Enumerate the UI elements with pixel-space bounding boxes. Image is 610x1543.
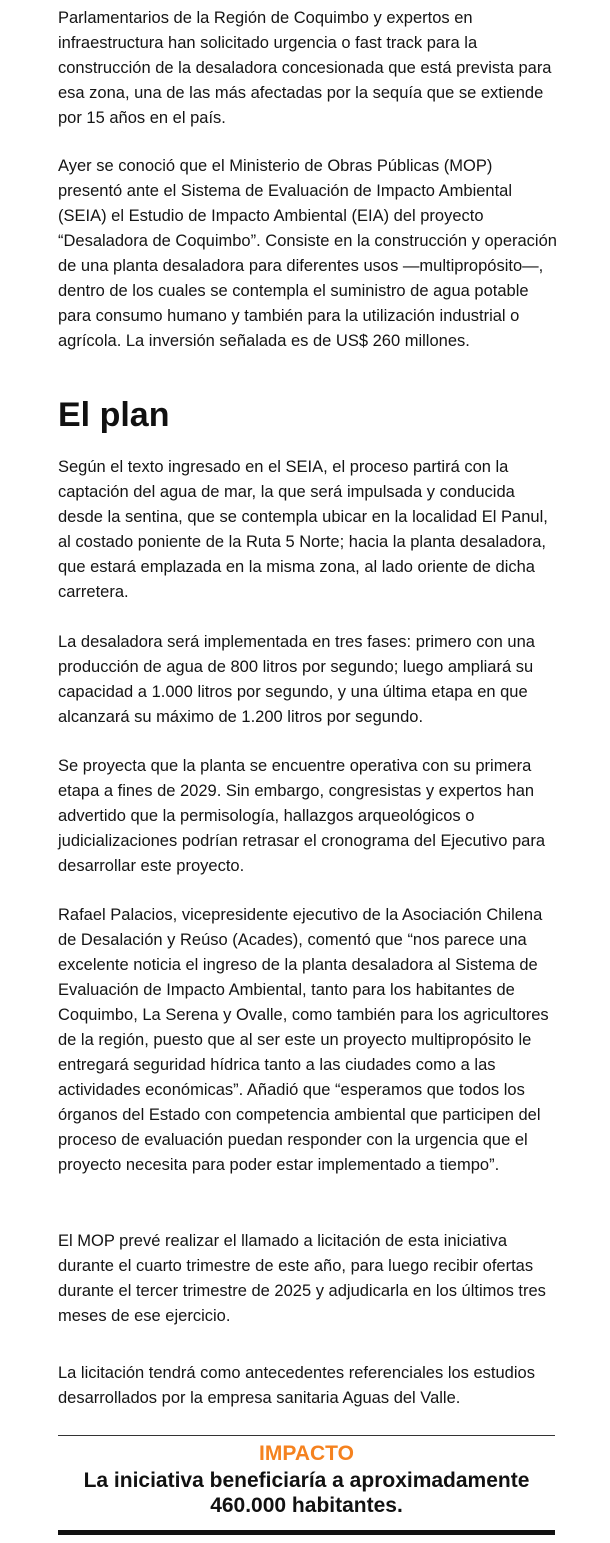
- article-paragraph: Según el texto ingresado en el SEIA, el proceso partirá con la captación del agua de mar, la que será impulsada y conducida desde la sentina, que se contempla ubicar en la localidad El Panul, al costado poniente de la Ruta 5 Norte; hacia la planta desaladora, que estará emplazada en la misma zona, al lado oriente de dicha carretera.: [58, 458, 548, 601]
- article-paragraph: Ayer se conoció que el Ministerio de Obras Públicas (MOP) presentó ante el Sistema de Evaluación de Impacto Ambiental (SEIA) el Estudio de Impacto Ambiental (EIA) del proyecto “Desaladora de Coquimbo”. Consiste en la construcción y operación de una planta desaladora para diferentes usos —multipropósito—, dentro de los cuales se contempla el suministro de agua potable para consumo humano y también para la utilización industrial o agrícola. La inversión señalada es de US$ 260 millones.: [58, 157, 557, 350]
- article-paragraph: La desaladora será implementada en tres fases: primero con una producción de agua de 800 litros por segundo; luego ampliará su capacidad a 1.000 litros por segundo, y una última etapa en que alcanzará su máximo de 1.200 litros por segundo.: [58, 633, 535, 726]
- article-paragraph: El MOP prevé realizar el llamado a licitación de esta iniciativa durante el cuarto trimestre de este año, para luego recibir ofertas durante el tercer trimestre de 2025 y adjudicarla en los últimos tres meses de ese ejercicio.: [58, 1232, 546, 1325]
- impact-callout: [58, 1435, 555, 1535]
- article-paragraph: Se proyecta que la planta se encuentre operativa con su primera etapa a fines de 2029. Sin embargo, congresistas y expertos han advertido que la permisología, hallazgos arqueológicos o judicializaciones podrían retrasar el cronograma del Ejecutivo para desarrollar este proyecto.: [58, 757, 546, 875]
- impact-bottom-divider: [58, 1530, 555, 1535]
- impact-label: IMPACTO: [259, 1442, 354, 1465]
- article-paragraph: Parlamentarios de la Región de Coquimbo y expertos en infraestructura han solicitado urgencia o fast track para la construcción de la desaladora concesionada que está prevista para esa zona, una de las más afectadas por la sequía que se extiende por 15 años en el país.: [58, 9, 552, 127]
- article-paragraph: La licitación tendrá como antecedentes referenciales los estudios desarrollados por la empresa sanitaria Aguas del Valle.: [58, 1364, 535, 1407]
- impact-top-divider: [58, 1435, 555, 1436]
- section-heading: El plan: [58, 396, 170, 434]
- impact-text: La iniciativa beneficiaría a aproximadamente 460.000 habitantes.: [83, 1469, 530, 1517]
- article-paragraph: Rafael Palacios, vicepresidente ejecutivo de la Asociación Chilena de Desalación y Reúso (Acades), comentó que “nos parece una excelente noticia el ingreso de la planta desaladora al Sistema de Evaluación de Impacto Ambiental, tanto para los habitantes de Coquimbo, La Serena y Ovalle, como también para los agricultores de la región, puesto que al ser este un proyecto multipropósito le entregará seguridad hídrica tanto a las ciudades como a las actividades económicas”. Añadió que “esperamos que todos los órganos del Estado con competencia ambiental que participen del proceso de evaluación puedan responder con la urgencia que el proyecto necesita para poder estar implementado a tiempo”.: [58, 906, 549, 1174]
